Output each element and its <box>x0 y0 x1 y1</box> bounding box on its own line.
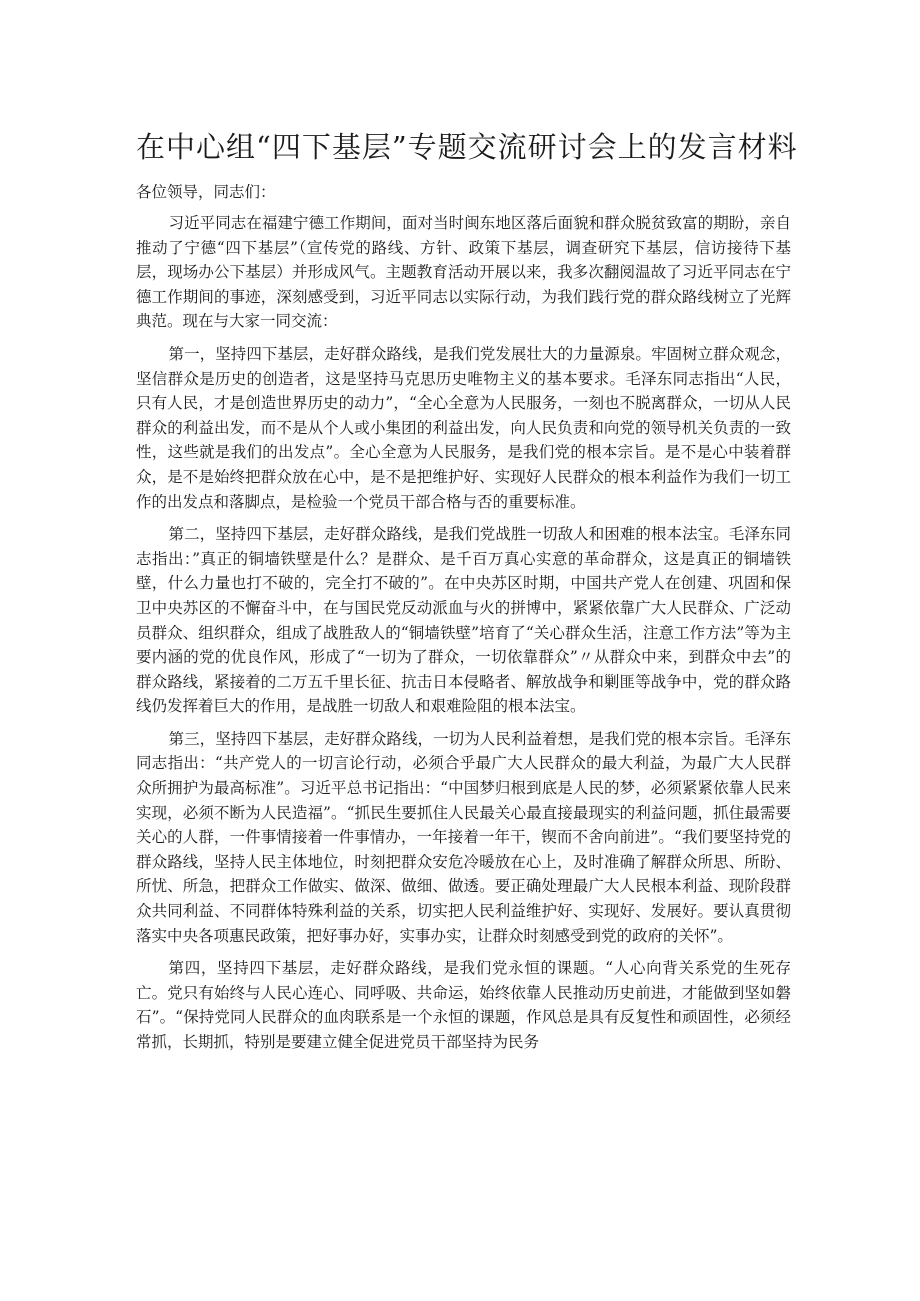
paragraph-second-point: 第二，坚持四下基层，走好群众路线，是我们党战胜一切敌人和困难的根本法宝。毛泽东同志指出：”真正的铜墙铁壁是什么？是群众、是千百万真心实意的革命群众，这是真正的铜墙铁壁，什么力量也打不破的，完全打不破的”。在中央苏区时期，中国共产党人在创建、巩固和保卫中央苏区的不懈奋斗中，在与国民党反动派血与火的拼博中，紧紧依靠广大人民群众、广泛动员群众、组织群众，组成了战胜敌人的“铜墙铁壁”培育了“关心群众生活，注意工作方法”等为主要内涵的党的优良作风，形成了“一切为了群众，一切依靠群众”〃从群众中来，到群众中去”的群众路线，紧接着的二万五千里长征、抗击日本侵略者、解放战争和剿匪等战争中，党的群众路线仍发挥着巨大的作用，是战胜一切敌人和艰难险阻的根本法宝。 <box>136 525 791 716</box>
paragraph-fourth-point: 第四，坚持四下基层，走好群众路线，是我们党永恒的课题。“人心向背关系党的生死存亡。党只有始终与人民心连心、同呼吸、共命运，始终依靠人民推动历史前进，才能做到坚如磐石”。“保持党同人民群众的血肉联系是一个永恒的课题，作风总是具有反复性和顽固性，必须经常抓，长期抓，特别是要建立健全促进党员干部坚持为民务 <box>136 959 791 1051</box>
paragraph-first-point: 第一，坚持四下基层，走好群众路线，是我们党发展壮大的力量源泉。牢固树立群众观念，坚信群众是历史的创造者，这是坚持马克思历史唯物主义的基本要求。毛泽东同志指出“人民，只有人民，才是创造世界历史的动力”，“全心全意为人民服务，一刻也不脱离群众，一切从人民群众的利益出发，而不是从个人或小集团的利益出发，向人民负责和向党的领导机关负责的一致性，这些就是我们的出发点”。全心全意为人民服务，是我们党的根本宗旨。是不是心中装着群众，是不是始终把群众放在心中，是不是把维护好、实现好人民群众的根本利益作为我们一切工作的出发点和落脚点，是检验一个党员干部合格与否的重要标准。 <box>136 344 791 511</box>
intro-paragraph: 习近平同志在福建宁德工作期间，面对当时闽东地区落后面貌和群众脱贫致富的期盼，亲自推动了宁德“四下基层”（宣传党的路线、方针、政策下基层，调查研究下基层，信访接待下基层，现场办公下基层）并形成风气。主题教育活动开展以来，我多次翻阅温故了习近平同志在宁德工作期间的事迹，深刻感受到，习近平同志以实际行动，为我们践行党的群众路线树立了光辉典范。现在与大家一同交流： <box>136 214 791 331</box>
document-page <box>136 128 798 1063</box>
document-title: 在中心组“四下基层”专题交流研讨会上的发言材料 <box>136 130 798 164</box>
paragraph-third-point: 第三，坚持四下基层，走好群众路线，一切为人民利益着想，是我们党的根本宗旨。毛泽东同志指出：“共产党人的一切言论行动，必须合乎最广大人民群众的最大利益，为最广大人民群众所拥护为最高标准”。习近平总书记指出：“中国梦归根到底是人民的梦，必须紧紧依靠人民来实现，必须不断为人民造福”。“抓民生要抓住人民最关心最直接最现实的利益问题，抓住最需要关心的人群，一件事情接着一件事情办，一年接着一年干，锲而不舍向前进”。“我们要坚持党的群众路线，坚持人民主体地位，时刻把群众安危冷暖放在心上，及时准确了解群众所思、所盼、所忧、所急，把群众工作做实、做深、做细、做透。要正确处理最广大人民根本利益、现阶段群众共同利益、不同群体特殊利益的关系，切实把人民利益维护好、实现好、发展好。要认真贯彻落实中央各项惠民政策，把好事办好，实事办实，让群众时刻感受到党的政府的关怀”。 <box>136 729 791 945</box>
salutation: 各位领导，同志们： <box>136 183 276 201</box>
